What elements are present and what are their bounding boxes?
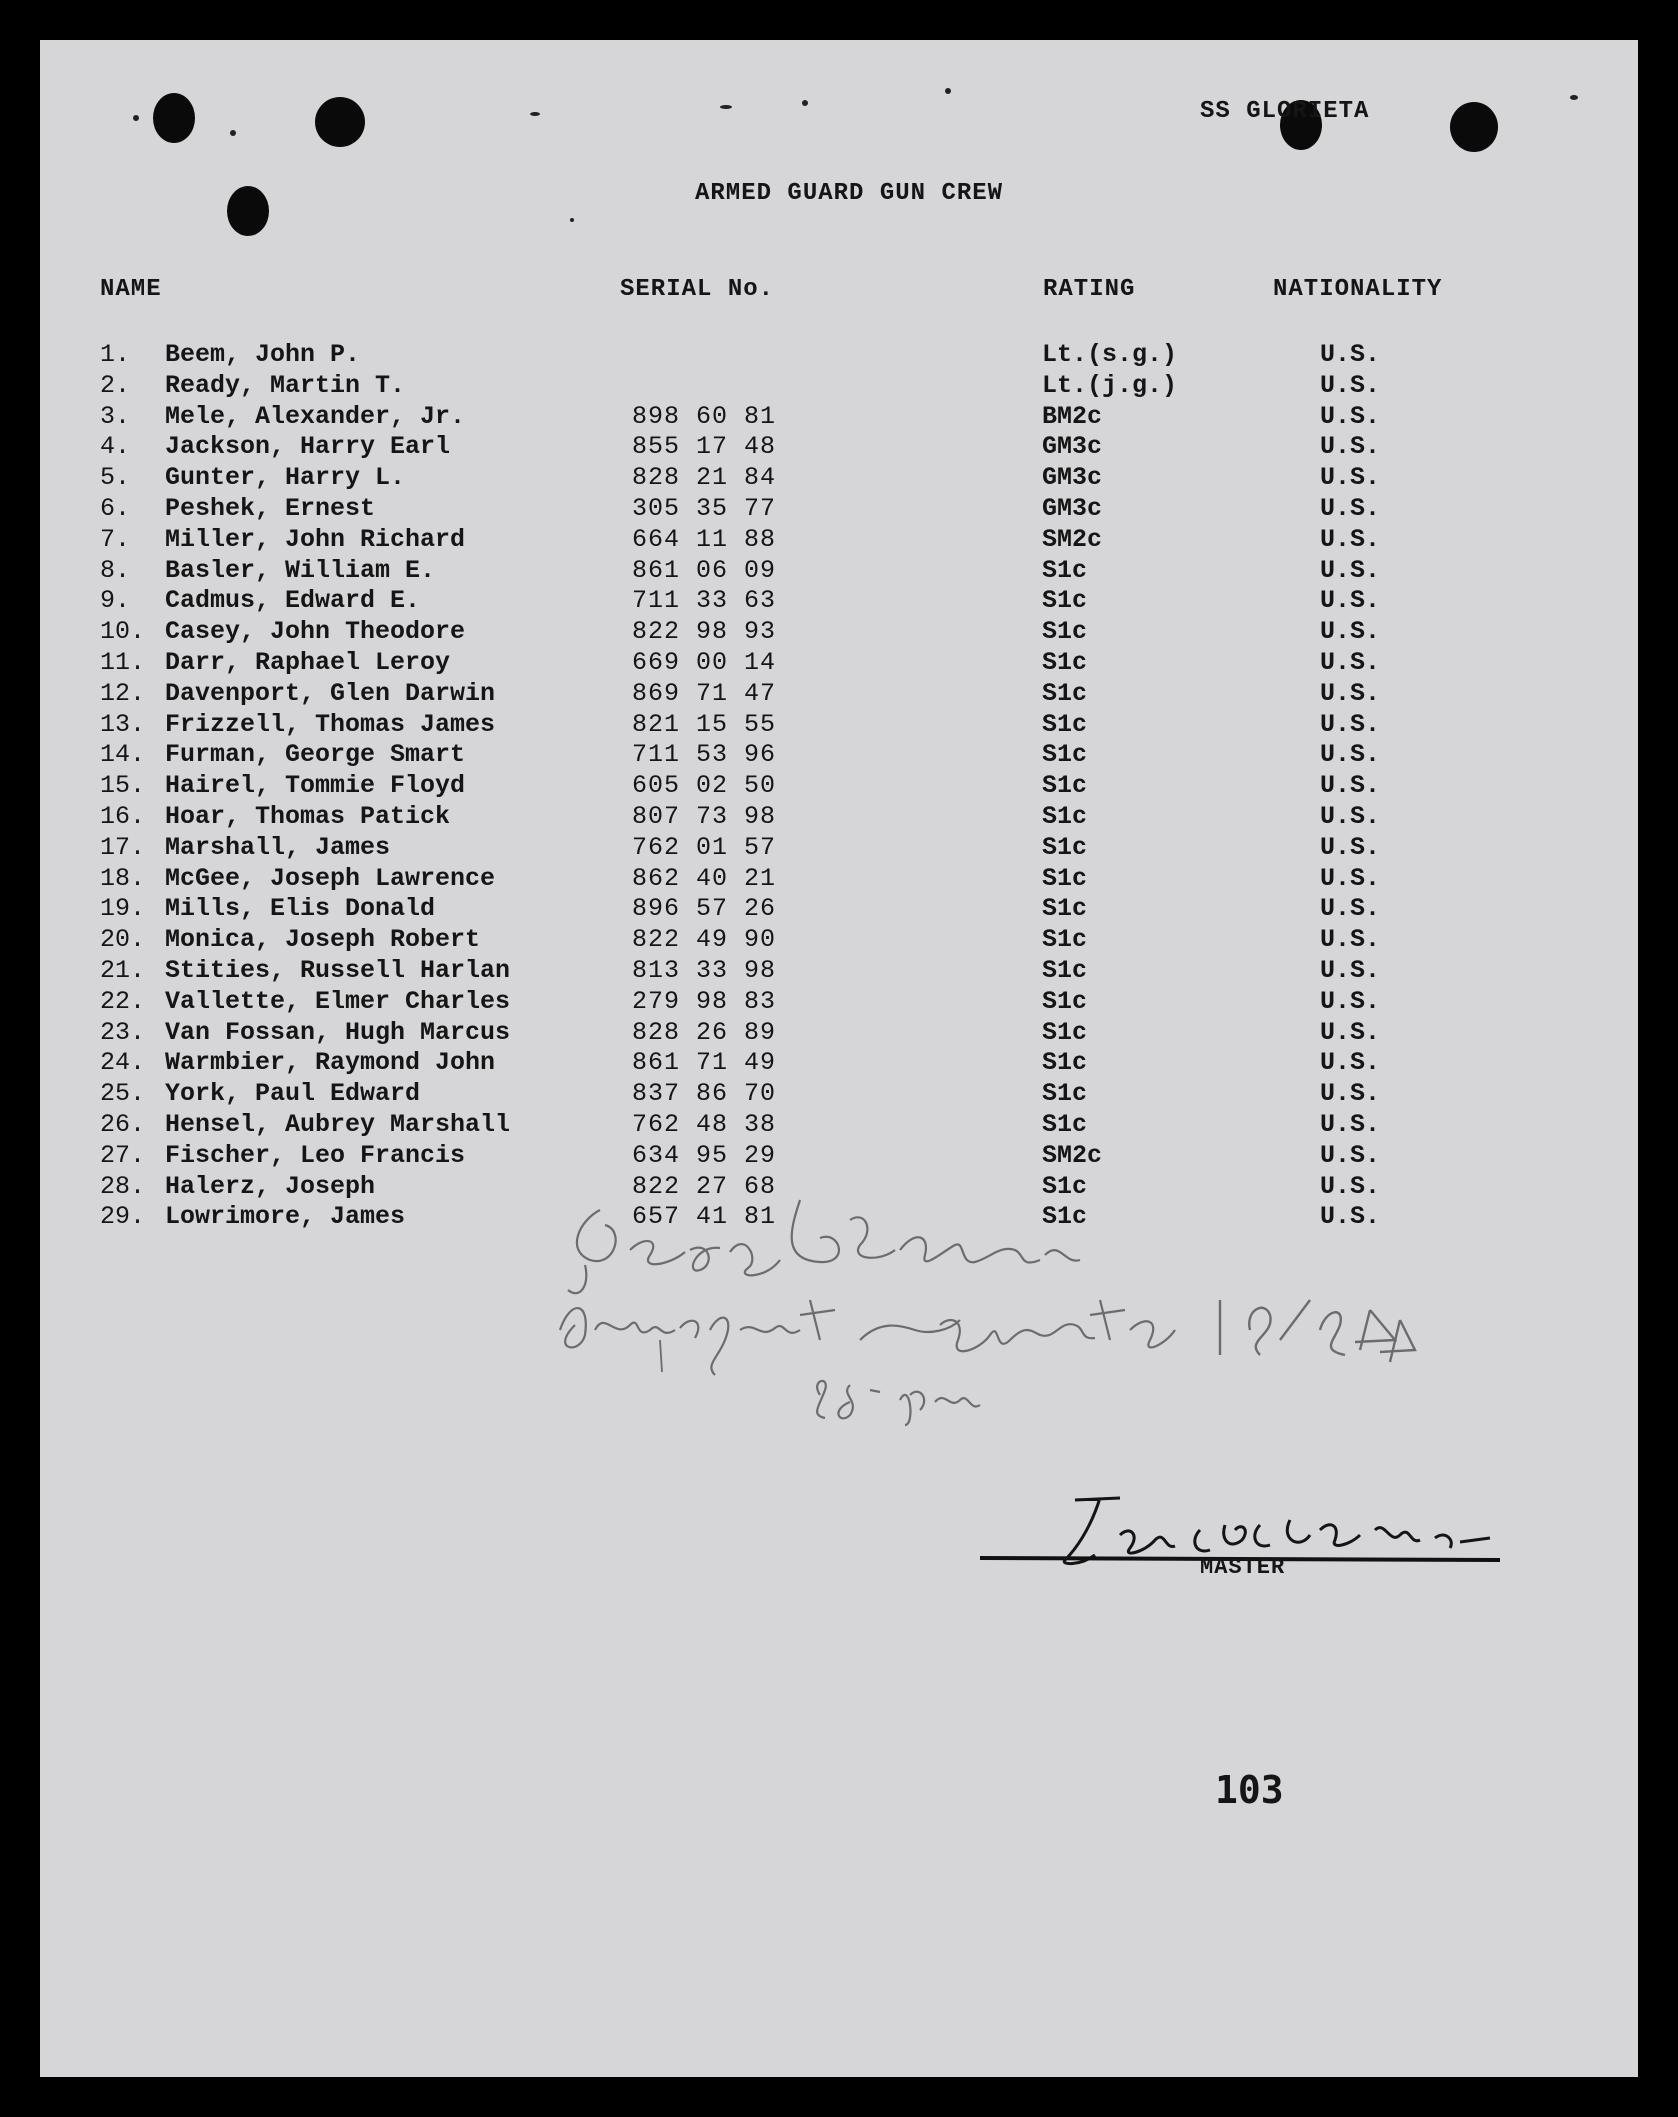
crew-nationality: U.S. — [1320, 678, 1381, 708]
crew-name: Basler, William E. — [165, 555, 436, 585]
speck — [945, 88, 951, 94]
master-signature — [980, 1480, 1560, 1600]
crew-serial: 822 27 68 — [632, 1171, 777, 1201]
crew-row — [40, 494, 1638, 525]
crew-serial: 605 02 50 — [632, 771, 777, 801]
crew-rating: S1c — [1042, 647, 1088, 677]
page-title: ARMED GUARD GUN CREW — [695, 180, 1004, 207]
crew-serial: 711 53 96 — [632, 740, 777, 770]
crew-nationality: U.S. — [1320, 1017, 1381, 1047]
crew-nationality: U.S. — [1320, 463, 1381, 493]
crew-row — [40, 371, 1638, 402]
crew-row — [40, 802, 1638, 833]
crew-rating: S1c — [1042, 1171, 1088, 1201]
crew-name: Hairel, Tommie Floyd — [165, 771, 466, 801]
crew-row — [40, 925, 1638, 956]
crew-name: Mele, Alexander, Jr. — [165, 401, 466, 431]
crew-rating: S1c — [1042, 986, 1088, 1016]
crew-serial: 828 26 89 — [632, 1017, 777, 1047]
crew-nationality: U.S. — [1320, 401, 1381, 431]
inspector-handwriting — [520, 1190, 1420, 1450]
crew-serial: 837 86 70 — [632, 1079, 777, 1109]
crew-number: 13. — [100, 709, 146, 739]
crew-name: Monica, Joseph Robert — [165, 925, 481, 955]
speck — [230, 130, 236, 136]
crew-nationality: U.S. — [1320, 1079, 1381, 1109]
column-header-serial: SERIAL No. — [620, 276, 775, 303]
crew-name: Fischer, Leo Francis — [165, 1140, 466, 1170]
crew-rating: SM2c — [1042, 1140, 1103, 1170]
crew-rating: BM2c — [1042, 401, 1103, 431]
crew-name: McGee, Joseph Lawrence — [165, 863, 496, 893]
crew-serial: 669 00 14 — [632, 647, 777, 677]
crew-serial: 634 95 29 — [632, 1140, 777, 1170]
crew-nationality: U.S. — [1320, 832, 1381, 862]
crew-nationality: U.S. — [1320, 1202, 1381, 1232]
document-page — [40, 40, 1638, 2077]
crew-number: 16. — [100, 801, 146, 831]
punch-hole — [153, 93, 195, 143]
crew-nationality: U.S. — [1320, 1048, 1381, 1078]
crew-number: 2. — [100, 370, 131, 400]
crew-rating: S1c — [1042, 1202, 1088, 1232]
crew-row — [40, 1079, 1638, 1110]
crew-rating: SM2c — [1042, 524, 1103, 554]
crew-row — [40, 1141, 1638, 1172]
punch-hole — [315, 97, 365, 147]
crew-serial: 861 71 49 — [632, 1048, 777, 1078]
crew-row — [40, 864, 1638, 895]
crew-number: 20. — [100, 925, 146, 955]
crew-row — [40, 956, 1638, 987]
crew-name: Furman, George Smart — [165, 740, 466, 770]
crew-name: Warmbier, Raymond John — [165, 1048, 496, 1078]
crew-number: 18. — [100, 863, 146, 893]
crew-number: 17. — [100, 832, 146, 862]
punch-hole — [1450, 102, 1498, 152]
crew-serial: 828 21 84 — [632, 463, 777, 493]
crew-row — [40, 1018, 1638, 1049]
crew-rating: GM3c — [1042, 463, 1103, 493]
crew-serial: 821 15 55 — [632, 709, 777, 739]
crew-name: Casey, John Theodore — [165, 617, 466, 647]
crew-number: 7. — [100, 524, 131, 554]
crew-nationality: U.S. — [1320, 1171, 1381, 1201]
crew-nationality: U.S. — [1320, 524, 1381, 554]
crew-rating: S1c — [1042, 1048, 1088, 1078]
crew-number: 23. — [100, 1017, 146, 1047]
crew-number: 9. — [100, 586, 131, 616]
crew-row — [40, 525, 1638, 556]
crew-name: Darr, Raphael Leroy — [165, 647, 451, 677]
crew-serial: 305 35 77 — [632, 493, 777, 523]
crew-serial: 762 01 57 — [632, 832, 777, 862]
crew-row — [40, 586, 1638, 617]
crew-rating: Lt.(s.g.) — [1042, 340, 1178, 369]
crew-row — [40, 771, 1638, 802]
crew-row — [40, 432, 1638, 463]
crew-nationality: U.S. — [1320, 771, 1381, 801]
crew-rating: S1c — [1042, 925, 1088, 955]
crew-number: 29. — [100, 1202, 146, 1232]
crew-rating: Lt.(j.g.) — [1042, 370, 1178, 400]
crew-rating: S1c — [1042, 740, 1088, 770]
column-header-nationality: NATIONALITY — [1273, 276, 1443, 303]
crew-rating: S1c — [1042, 555, 1088, 585]
crew-name: Cadmus, Edward E. — [165, 586, 421, 616]
crew-list — [40, 340, 1638, 1233]
crew-row — [40, 679, 1638, 710]
crew-name: Vallette, Elmer Charles — [165, 986, 511, 1016]
crew-nationality: U.S. — [1320, 370, 1381, 400]
punch-hole — [227, 186, 269, 236]
crew-serial: 822 98 93 — [632, 617, 777, 647]
crew-number: 25. — [100, 1079, 146, 1109]
crew-rating: S1c — [1042, 1109, 1088, 1139]
ship-name: SS GLORIETA — [1200, 98, 1370, 125]
crew-nationality: U.S. — [1320, 1109, 1381, 1139]
crew-serial: 862 40 21 — [632, 863, 777, 893]
page-number: 103 — [1215, 1768, 1284, 1812]
crew-row — [40, 894, 1638, 925]
crew-serial: 664 11 88 — [632, 524, 777, 554]
crew-name: Ready, Martin T. — [165, 370, 406, 400]
column-header-rating: RATING — [1043, 276, 1136, 303]
crew-nationality: U.S. — [1320, 740, 1381, 770]
crew-name: Frizzell, Thomas James — [165, 709, 496, 739]
crew-serial: 822 49 90 — [632, 925, 777, 955]
crew-serial: 807 73 98 — [632, 801, 777, 831]
crew-name: Beem, John P. — [165, 340, 361, 369]
crew-name: Van Fossan, Hugh Marcus — [165, 1017, 511, 1047]
crew-rating: S1c — [1042, 1079, 1088, 1109]
crew-name: Marshall, James — [165, 832, 391, 862]
crew-rating: GM3c — [1042, 493, 1103, 523]
crew-number: 26. — [100, 1109, 146, 1139]
crew-nationality: U.S. — [1320, 1140, 1381, 1170]
crew-rating: S1c — [1042, 771, 1088, 801]
crew-nationality: U.S. — [1320, 801, 1381, 831]
crew-name: York, Paul Edward — [165, 1079, 421, 1109]
speck — [133, 115, 139, 121]
master-label: MASTER — [1200, 1555, 1286, 1580]
crew-row — [40, 833, 1638, 864]
crew-row — [40, 402, 1638, 433]
crew-rating: S1c — [1042, 586, 1088, 616]
crew-rating: S1c — [1042, 955, 1088, 985]
crew-nationality: U.S. — [1320, 986, 1381, 1016]
speck — [1570, 95, 1578, 100]
crew-row — [40, 648, 1638, 679]
crew-rating: S1c — [1042, 617, 1088, 647]
crew-row — [40, 710, 1638, 741]
crew-nationality: U.S. — [1320, 647, 1381, 677]
crew-name: Mills, Elis Donald — [165, 894, 436, 924]
crew-number: 21. — [100, 955, 146, 985]
speck — [720, 105, 732, 109]
crew-number: 22. — [100, 986, 146, 1016]
crew-name: Halerz, Joseph — [165, 1171, 376, 1201]
crew-rating: S1c — [1042, 801, 1088, 831]
crew-name: Hensel, Aubrey Marshall — [165, 1109, 511, 1139]
crew-serial: 813 33 98 — [632, 955, 777, 985]
crew-serial: 762 48 38 — [632, 1109, 777, 1139]
crew-number: 24. — [100, 1048, 146, 1078]
crew-serial: 279 98 83 — [632, 986, 777, 1016]
crew-name: Hoar, Thomas Patick — [165, 801, 451, 831]
crew-number: 8. — [100, 555, 131, 585]
crew-number: 28. — [100, 1171, 146, 1201]
crew-name: Davenport, Glen Darwin — [165, 678, 496, 708]
crew-number: 19. — [100, 894, 146, 924]
crew-nationality: U.S. — [1320, 925, 1381, 955]
crew-nationality: U.S. — [1320, 709, 1381, 739]
crew-row — [40, 617, 1638, 648]
crew-nationality: U.S. — [1320, 340, 1381, 369]
speck — [570, 218, 574, 222]
crew-name: Stities, Russell Harlan — [165, 955, 511, 985]
crew-serial: 861 06 09 — [632, 555, 777, 585]
crew-name: Miller, John Richard — [165, 524, 466, 554]
crew-number: 27. — [100, 1140, 146, 1170]
crew-nationality: U.S. — [1320, 955, 1381, 985]
crew-row — [40, 463, 1638, 494]
crew-nationality: U.S. — [1320, 863, 1381, 893]
speck — [802, 100, 808, 106]
crew-name: Jackson, Harry Earl — [165, 432, 451, 462]
crew-nationality: U.S. — [1320, 586, 1381, 616]
crew-serial: 896 57 26 — [632, 894, 777, 924]
crew-serial: 657 41 81 — [632, 1202, 777, 1232]
crew-number: 3. — [100, 401, 131, 431]
crew-rating: S1c — [1042, 709, 1088, 739]
crew-serial: 869 71 47 — [632, 678, 777, 708]
crew-number: 4. — [100, 432, 131, 462]
crew-row — [40, 1110, 1638, 1141]
crew-nationality: U.S. — [1320, 555, 1381, 585]
crew-number: 1. — [100, 340, 131, 369]
crew-number: 12. — [100, 678, 146, 708]
crew-nationality: U.S. — [1320, 894, 1381, 924]
crew-name: Lowrimore, James — [165, 1202, 406, 1232]
crew-rating: S1c — [1042, 863, 1088, 893]
crew-rating: S1c — [1042, 894, 1088, 924]
crew-number: 14. — [100, 740, 146, 770]
crew-serial: 711 33 63 — [632, 586, 777, 616]
crew-serial: 855 17 48 — [632, 432, 777, 462]
crew-nationality: U.S. — [1320, 617, 1381, 647]
crew-row — [40, 987, 1638, 1018]
crew-row — [40, 740, 1638, 771]
crew-row — [40, 556, 1638, 587]
crew-number: 15. — [100, 771, 146, 801]
crew-rating: GM3c — [1042, 432, 1103, 462]
crew-row — [40, 1048, 1638, 1079]
crew-number: 10. — [100, 617, 146, 647]
crew-rating: S1c — [1042, 1017, 1088, 1047]
crew-number: 6. — [100, 493, 131, 523]
crew-rating: S1c — [1042, 832, 1088, 862]
crew-row — [40, 340, 1638, 371]
crew-name: Gunter, Harry L. — [165, 463, 406, 493]
crew-rating: S1c — [1042, 678, 1088, 708]
crew-serial: 898 60 81 — [632, 401, 777, 431]
column-header-name: NAME — [100, 276, 162, 303]
crew-nationality: U.S. — [1320, 432, 1381, 462]
crew-nationality: U.S. — [1320, 493, 1381, 523]
speck — [530, 112, 540, 116]
crew-name: Peshek, Ernest — [165, 493, 376, 523]
crew-number: 11. — [100, 647, 146, 677]
crew-number: 5. — [100, 463, 131, 493]
